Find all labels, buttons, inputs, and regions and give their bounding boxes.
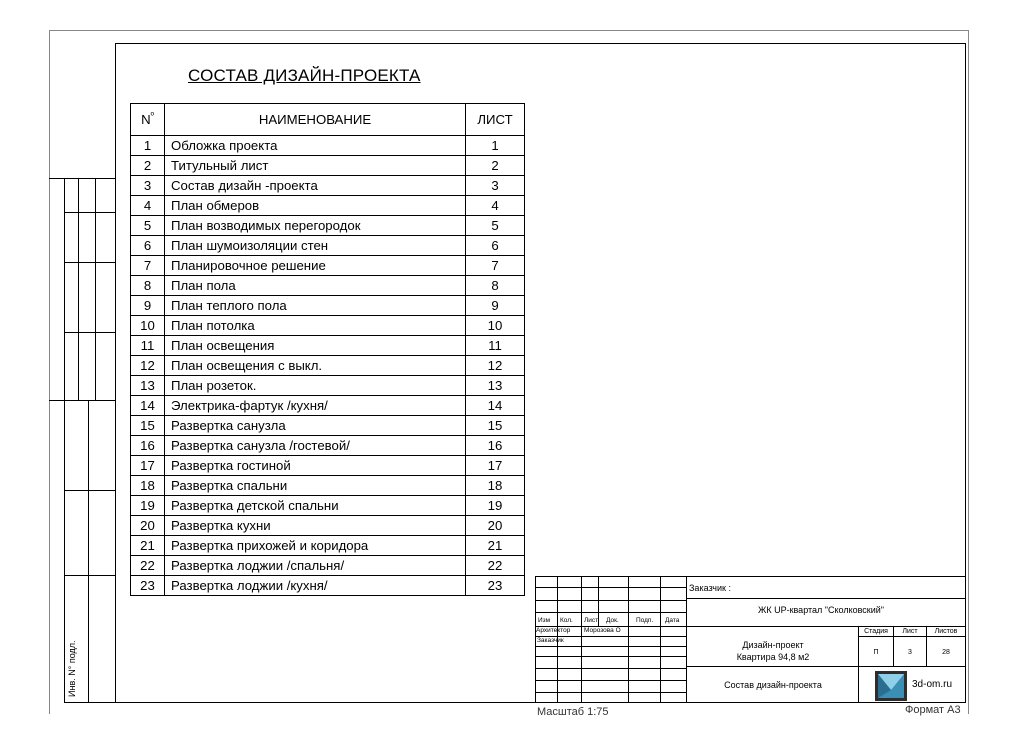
title-block-line [535,587,686,588]
row-sheet: 5 [466,216,525,236]
side-stamp-line [88,400,89,703]
row-sheet: 11 [466,336,525,356]
row-number: 6 [131,236,165,256]
row-number: 10 [131,316,165,336]
title-block-line [660,576,661,703]
row-name: Развертка прихожей и коридора [165,536,466,556]
row-name: План розеток. [165,376,466,396]
row-name: План потолка [165,316,466,336]
column-header-name: НАИМЕНОВАНИЕ [165,104,466,136]
column-header-sheet: ЛИСТ [466,104,525,136]
row-name: Развертка кухни [165,516,466,536]
row-sheet: 18 [466,476,525,496]
table-row [131,356,525,376]
row-name: Планировочное решение [165,256,466,276]
row-name: План пола [165,276,466,296]
table-row [131,296,525,316]
row-number: 2 [131,156,165,176]
row-sheet: 15 [466,416,525,436]
sheets-value: 28 [942,649,950,656]
side-stamp-label: Инв. N° подл. [67,640,77,697]
rev-header-list: Лист [584,617,599,624]
title-block-border [535,576,965,577]
row-name: План теплого пола [165,296,466,316]
drawing-name: Состав дизайн-проекта [724,680,822,690]
row-name: План освещения с выкл. [165,356,466,376]
title-block-line [686,598,965,599]
row-name: План шумоизоляции стен [165,236,466,256]
row-sheet: 13 [466,376,525,396]
table-row [131,496,525,516]
inner-frame-bottom [64,702,966,703]
row-number: 23 [131,576,165,596]
row-name: Развертка гостиной [165,456,466,476]
table-row [131,556,525,576]
title-block-line [686,666,965,667]
row-number: 12 [131,356,165,376]
row-name: Развертка санузла /гостевой/ [165,436,466,456]
outer-frame-right [968,30,969,714]
table-header-row [131,104,525,136]
table-row [131,236,525,256]
outer-frame-left [49,30,50,714]
row-number: 7 [131,256,165,276]
row-number: 1 [131,136,165,156]
composition-table [130,103,525,596]
title-block-line [535,646,686,647]
format-label: Формат А3 [905,704,961,716]
customer-row-label: Заказчик [537,637,564,644]
row-number: 20 [131,516,165,536]
inner-frame-right [965,43,966,703]
title-block-line [535,656,686,657]
stage-value: П [873,649,879,656]
row-number: 14 [131,396,165,416]
row-name: Титульный лист [165,156,466,176]
row-number: 11 [131,336,165,356]
table-row [131,136,525,156]
rev-header-kol: Кол. [560,617,573,624]
side-stamp-line [64,575,115,576]
number-sign-superscript: º [150,110,154,121]
side-stamp-line [64,332,115,333]
project-line-1: Дизайн-проект [742,640,804,650]
row-number: 5 [131,216,165,236]
table-row [131,176,525,196]
side-stamp-line [64,178,65,703]
title-block-line [581,576,582,703]
column-header-number [131,104,165,136]
row-sheet: 6 [466,236,525,256]
table-row [131,156,525,176]
sheets-label: Листов [934,628,958,635]
rev-header-izm: Изм [538,617,551,624]
row-name: План возводимых перегородок [165,216,466,236]
table-row [131,416,525,436]
table-row [131,396,525,416]
row-sheet: 4 [466,196,525,216]
rev-header-podp: Подп. [636,617,654,624]
table-row [131,256,525,276]
row-name: Развертка санузла [165,416,466,436]
row-number: 16 [131,436,165,456]
sheet-label: Лист [902,628,918,635]
row-number: 4 [131,196,165,216]
title-block-line [535,612,686,613]
table-row [131,476,525,496]
architect-name: Морозова О [584,627,621,634]
row-sheet: 9 [466,296,525,316]
row-sheet: 17 [466,456,525,476]
side-stamp-line [64,490,115,491]
row-sheet: 14 [466,396,525,416]
table-row [131,516,525,536]
page-title: СОСТАВ ДИЗАЙН-ПРОЕКТА [188,66,421,85]
title-block-line [535,692,686,693]
row-sheet: 23 [466,576,525,596]
side-stamp-line [64,212,115,213]
title-block-line [686,626,965,627]
row-number: 18 [131,476,165,496]
table-row [131,316,525,336]
title-block-line [535,668,686,669]
row-name: Развертка детской спальни [165,496,466,516]
row-number: 8 [131,276,165,296]
row-sheet: 1 [466,136,525,156]
side-stamp-line [64,262,115,263]
title-block-line [535,680,686,681]
row-sheet: 2 [466,156,525,176]
row-sheet: 12 [466,356,525,376]
title-block-border [535,576,536,703]
row-name: План обмеров [165,196,466,216]
row-name: Электрика-фартук /кухня/ [165,396,466,416]
table-row [131,536,525,556]
title-block-line [535,600,686,601]
row-number: 9 [131,296,165,316]
logo-text: 3d-om.ru [912,679,953,690]
row-name: Развертка лоджии /спальня/ [165,556,466,576]
row-number: 19 [131,496,165,516]
outer-frame-top [49,30,969,31]
table-row [131,276,525,296]
row-sheet: 8 [466,276,525,296]
side-stamp-line [49,400,115,401]
customer-field: Заказчик : [689,583,731,593]
stage-label: Стадия [864,628,888,635]
row-name: План освещения [165,336,466,356]
number-header-label: N [141,112,151,127]
row-number: 13 [131,376,165,396]
row-sheet: 19 [466,496,525,516]
project-line-2: Квартира 94,8 м2 [736,652,810,662]
row-name: Обложка проекта [165,136,466,156]
title-block-line [858,636,965,637]
logo-icon [875,671,907,701]
row-sheet: 16 [466,436,525,456]
row-sheet: 21 [466,536,525,556]
row-number: 22 [131,556,165,576]
scale-label: Масштаб 1:75 [537,706,609,718]
row-number: 15 [131,416,165,436]
title-block-line [686,576,687,703]
sheet-value: 3 [908,649,912,656]
object-name: ЖК UP-квартал "Сколковский" [758,605,884,615]
title-block-line [858,626,859,703]
title-block-line [598,576,599,626]
row-sheet: 3 [466,176,525,196]
row-sheet: 10 [466,316,525,336]
row-sheet: 20 [466,516,525,536]
table-row [131,436,525,456]
row-sheet: 22 [466,556,525,576]
architect-label: Архитектор [536,627,571,634]
table-row [131,336,525,356]
row-name: Развертка спальни [165,476,466,496]
row-name: Состав дизайн -проекта [165,176,466,196]
rev-header-data: Дата [665,617,680,624]
rev-header-dok: Док. [606,617,619,624]
row-number: 21 [131,536,165,556]
row-number: 3 [131,176,165,196]
side-stamp-line [49,178,115,179]
inner-frame-left [115,43,116,703]
row-sheet: 7 [466,256,525,276]
table-row [131,576,525,596]
row-number: 17 [131,456,165,476]
inner-frame-top [115,43,966,44]
row-name: Развертка лоджии /кухня/ [165,576,466,596]
table-row [131,456,525,476]
table-row [131,216,525,236]
title-block-line [628,576,629,703]
table-row [131,376,525,396]
table-row [131,196,525,216]
